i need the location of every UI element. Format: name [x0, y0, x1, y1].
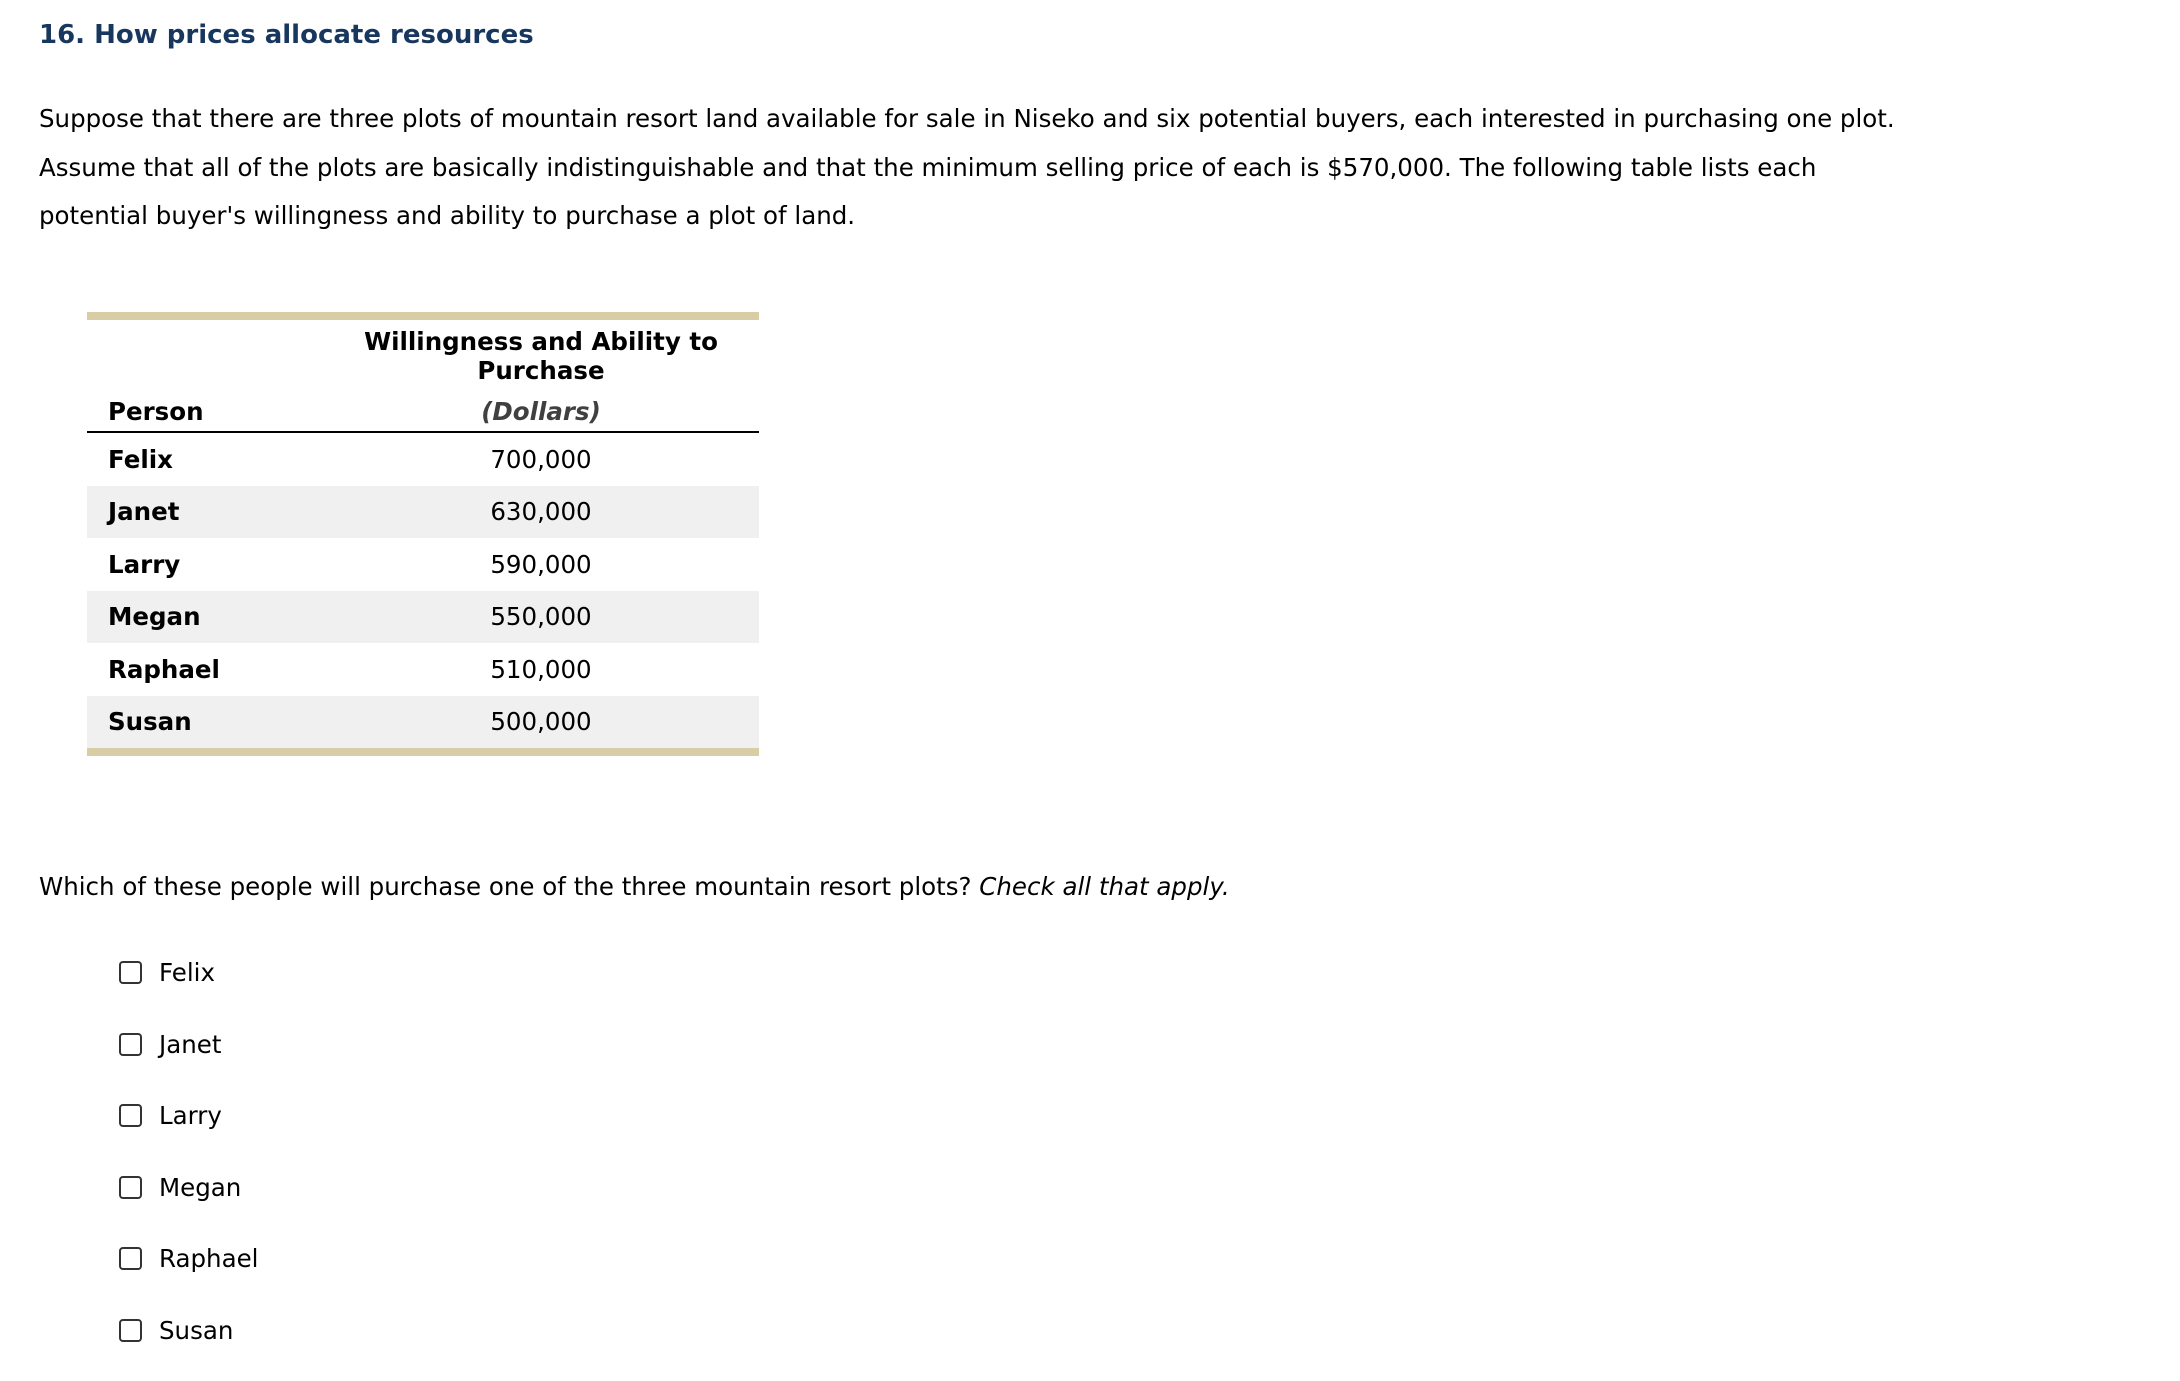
checkbox-megan[interactable]	[119, 1176, 142, 1199]
checkbox-janet[interactable]	[119, 1033, 142, 1056]
option-label[interactable]: Susan	[159, 1310, 233, 1352]
intro-line: Assume that all of the plots are basically indistinguishable and that the minimum selling price of each is $570,000. The following table lists each	[39, 144, 2019, 193]
prompt-instruction: Check all that apply.	[979, 872, 1229, 901]
option-label[interactable]: Felix	[159, 952, 215, 994]
option-label[interactable]: Larry	[159, 1095, 222, 1137]
checkbox-raphael[interactable]	[119, 1247, 142, 1270]
person-column-header: Person	[87, 391, 323, 432]
intro-line: potential buyer's willingness and ability to purchase a plot of land.	[39, 192, 2019, 241]
willingness-value: 510,000	[323, 643, 759, 696]
table-bottom-rule	[87, 748, 759, 756]
person-name: Megan	[87, 591, 323, 644]
option-raphael[interactable]	[119, 1238, 258, 1310]
willingness-value: 550,000	[323, 591, 759, 644]
data-table	[87, 320, 759, 748]
question-prompt	[39, 872, 1230, 901]
person-name: Susan	[87, 696, 323, 749]
table-row	[87, 643, 759, 696]
question-intro	[39, 95, 2019, 241]
checkbox-felix[interactable]	[119, 961, 142, 984]
willingness-value: 500,000	[323, 696, 759, 749]
option-label[interactable]: Megan	[159, 1167, 241, 1209]
option-felix[interactable]	[119, 952, 258, 1024]
person-name: Larry	[87, 538, 323, 591]
willingness-value: 590,000	[323, 538, 759, 591]
option-label[interactable]: Raphael	[159, 1238, 258, 1280]
question-title: 16. How prices allocate resources	[39, 20, 534, 50]
option-label[interactable]: Janet	[159, 1024, 221, 1066]
table-row	[87, 432, 759, 486]
checkbox-susan[interactable]	[119, 1319, 142, 1342]
table-row	[87, 696, 759, 749]
prompt-text: Which of these people will purchase one of the three mountain resort plots?	[39, 872, 979, 901]
table-row	[87, 486, 759, 539]
option-megan[interactable]	[119, 1167, 258, 1239]
person-name: Felix	[87, 432, 323, 486]
checkbox-larry[interactable]	[119, 1104, 142, 1127]
intro-line: Suppose that there are three plots of mountain resort land available for sale in Niseko and six potential buyers, each interested in purchasing one plot.	[39, 95, 2019, 144]
table-row	[87, 538, 759, 591]
answer-options	[119, 952, 258, 1381]
option-janet[interactable]	[119, 1024, 258, 1096]
willingness-value: 700,000	[323, 432, 759, 486]
value-column-header: Willingness and Ability to Purchase	[323, 320, 759, 391]
person-name: Raphael	[87, 643, 323, 696]
table-top-rule	[87, 312, 759, 320]
willingness-table	[87, 312, 759, 756]
option-larry[interactable]	[119, 1095, 258, 1167]
willingness-value: 630,000	[323, 486, 759, 539]
table-row	[87, 591, 759, 644]
units-header: (Dollars)	[323, 391, 759, 432]
person-name: Janet	[87, 486, 323, 539]
option-susan[interactable]	[119, 1310, 258, 1381]
